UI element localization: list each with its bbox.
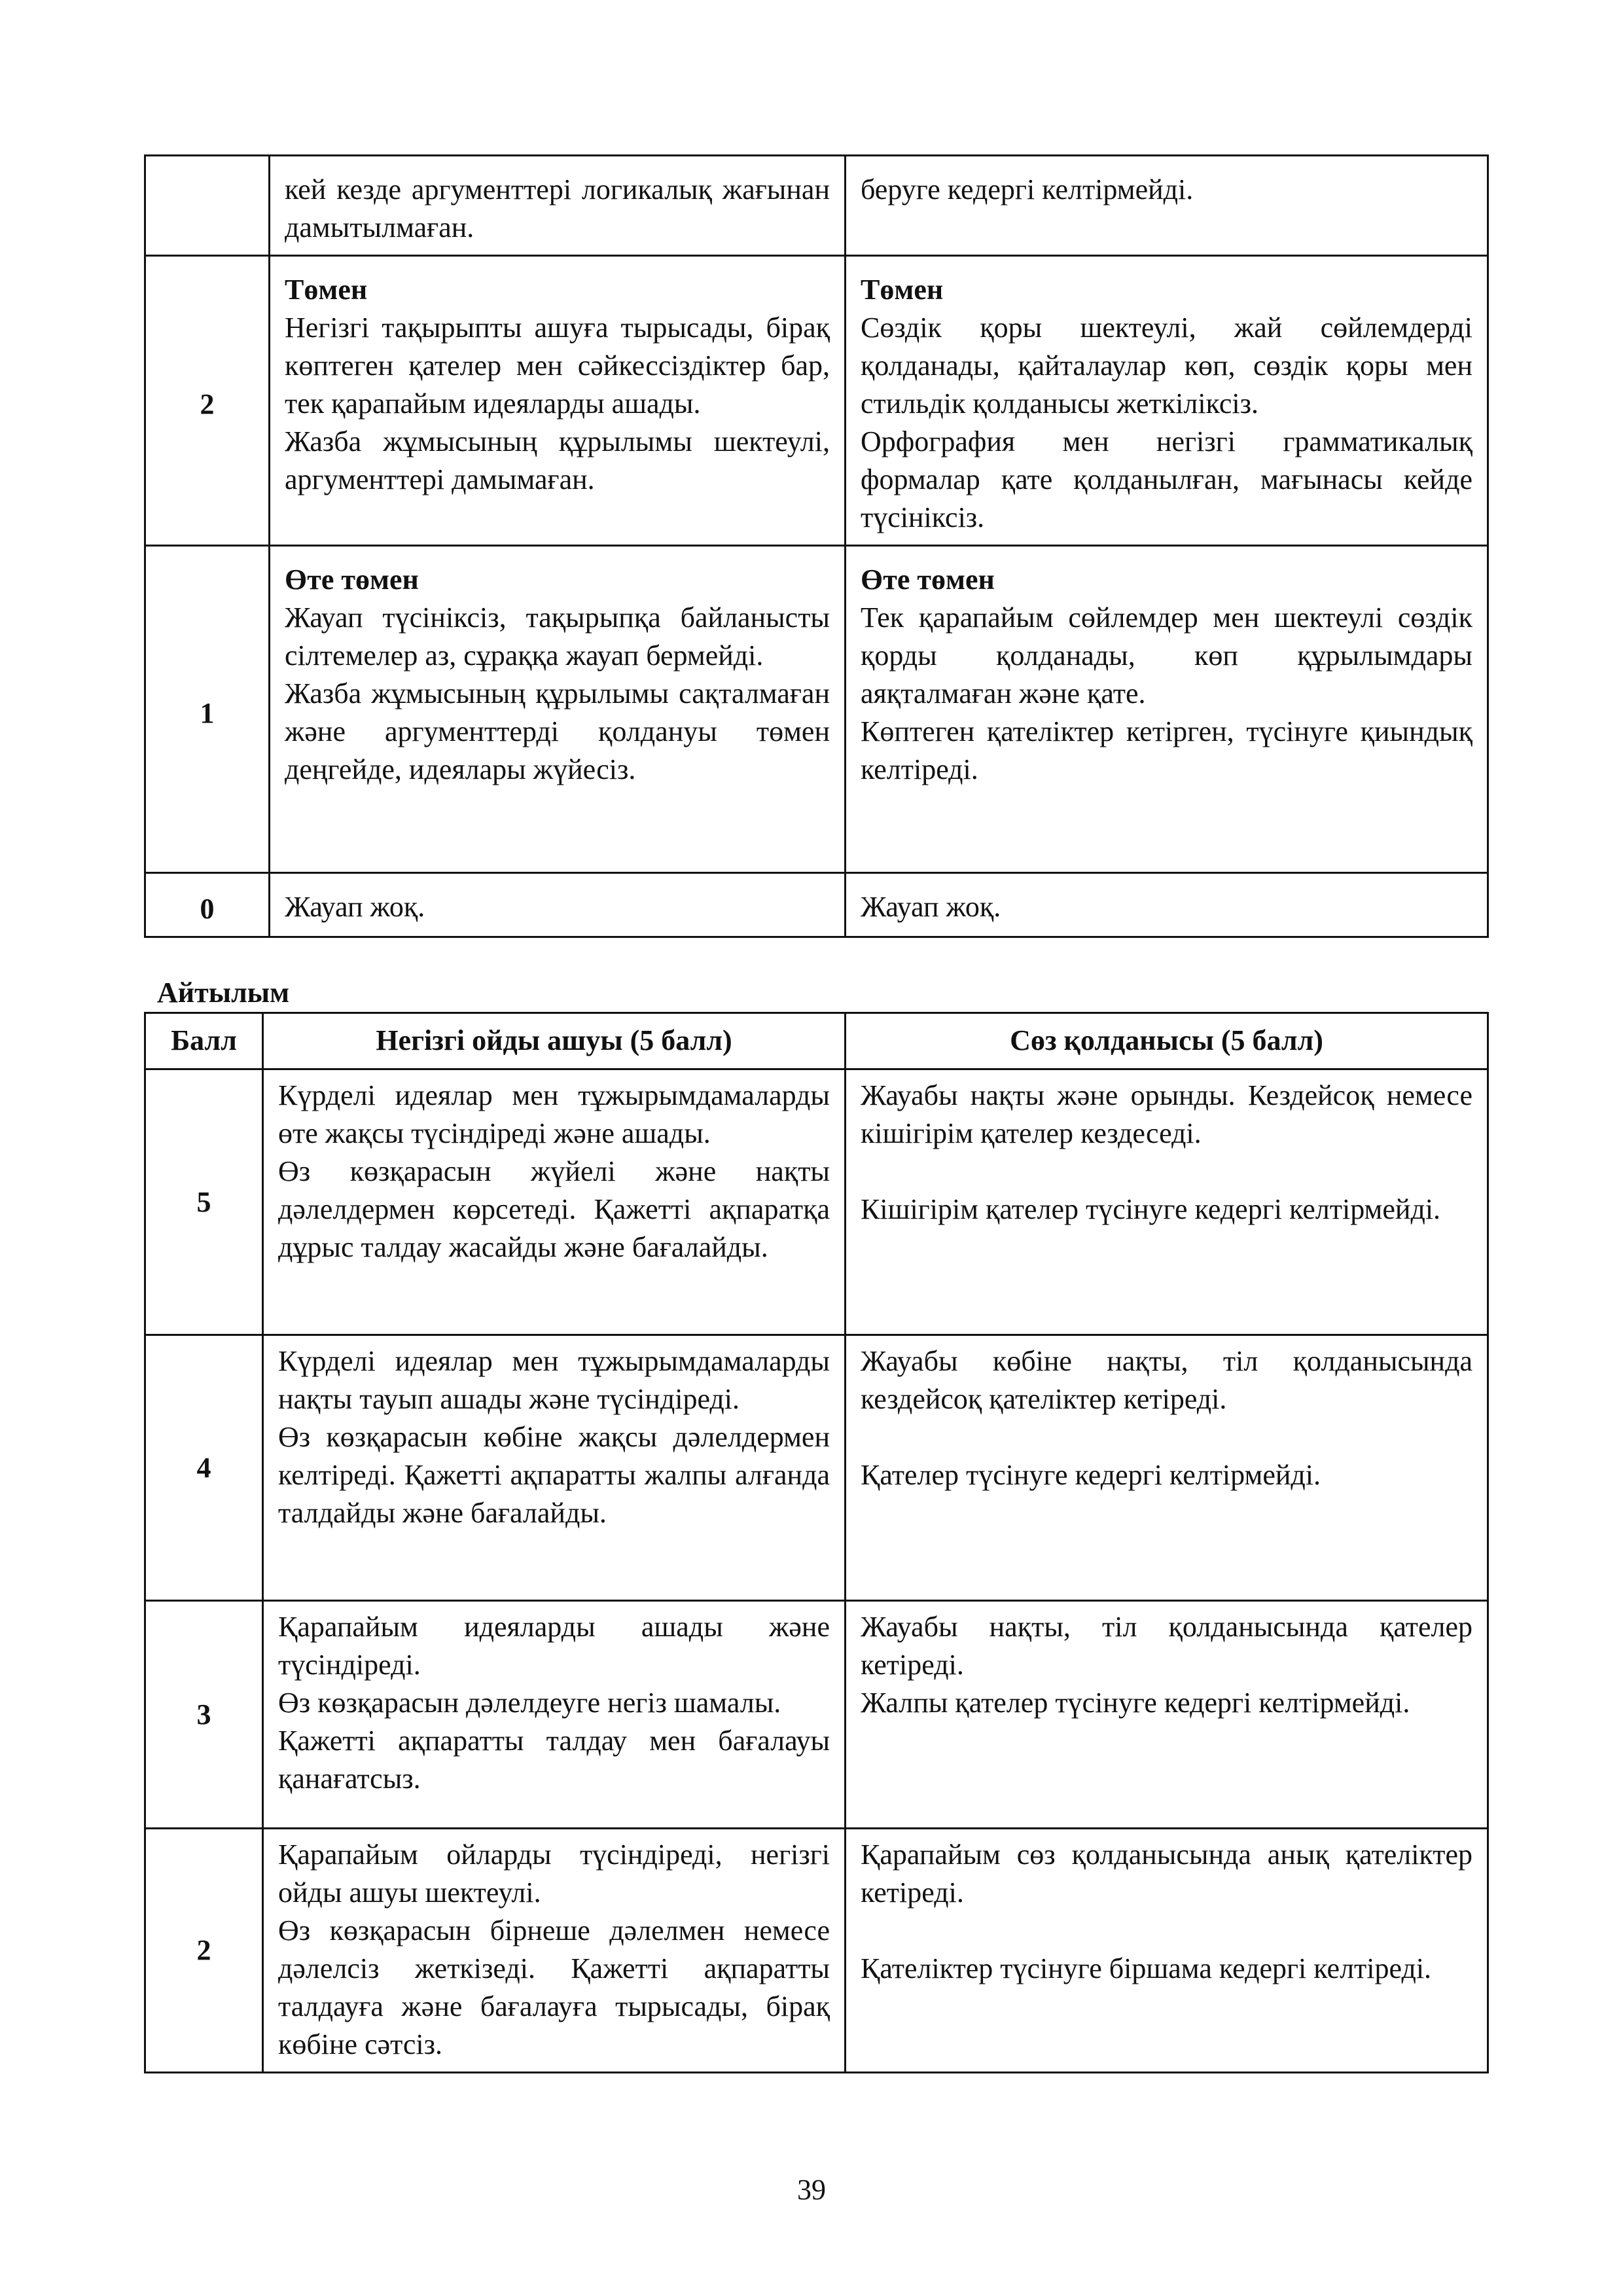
- criterion-text: Күрделі идеялар мен тұжырымдамаларды нақты тауып ашады және түсіндіреді.: [278, 1345, 830, 1415]
- content-cell: [263, 1335, 846, 1601]
- table-row: [145, 156, 1488, 256]
- content-cell: [263, 1601, 846, 1829]
- section-title: Айтылым: [157, 977, 290, 1009]
- header-word-usage: Сөз қолданысы (5 балл): [846, 1013, 1488, 1069]
- criterion-text: Жалпы қателер түсінуге кедергі келтірмейді.: [861, 1687, 1410, 1719]
- criterion-text: Кішігірім қателер түсінуге кедергі келтірмейді.: [861, 1193, 1441, 1225]
- score-cell: [145, 156, 270, 256]
- criterion-text: Өз көзқарасын көбіне жақсы дәлелдермен келтіреді. Қажетті ақпаратты жалпы алғанда талдайды және бағалайды.: [278, 1421, 830, 1529]
- content-cell: [263, 1069, 846, 1335]
- score-cell: 0: [145, 873, 270, 937]
- table-row: [145, 873, 1488, 937]
- level-label: Өте төмен: [285, 564, 419, 596]
- criterion-text: Күрделі идеялар мен тұжырымдамаларды өте жақсы түсіндіреді және ашады.: [278, 1079, 830, 1149]
- criterion-text: Жауабы нақты және орынды. Кездейсоқ немесе кішігірім қателер кездеседі.: [861, 1079, 1472, 1149]
- level-label: Төмен: [285, 274, 368, 306]
- criterion-text: беруге кедергі келтірмейді.: [861, 173, 1194, 206]
- score-cell: 2: [145, 1829, 263, 2073]
- criterion-text: Көптеген қателіктер кетірген, түсінуге қиындық келтіреді.: [861, 715, 1472, 785]
- content-cell: [270, 256, 846, 546]
- table-header-row: [145, 1013, 1488, 1069]
- table-row: [145, 1335, 1488, 1601]
- writing-criteria-table-continued: [144, 154, 1489, 938]
- score-cell: 3: [145, 1601, 263, 1829]
- language-cell: [846, 1069, 1488, 1335]
- criterion-text: Қарапайым идеяларды ашады және түсіндіреді.: [278, 1611, 830, 1681]
- language-cell: [846, 873, 1488, 937]
- page-number: 39: [797, 2174, 826, 2206]
- score-cell: 2: [145, 256, 270, 546]
- criterion-text: Тек қарапайым сөйлемдер мен шектеулі сөздік қорды қолданады, көп құрылымдары аяқталмаған және қате.: [861, 601, 1472, 709]
- criterion-text: Жазба жұмысының құрылымы шектеулі, аргументтері дамымаған.: [285, 425, 830, 495]
- content-cell: [270, 156, 846, 256]
- criterion-text: Негізгі тақырыпты ашуға тырысады, бірақ көптеген қателер мен сәйкессіздіктер бар, тек қарапайым идеяларды ашады.: [285, 312, 830, 420]
- table-row: [145, 546, 1488, 873]
- content-cell: [263, 1829, 846, 2073]
- criterion-text: Жауап түсініксіз, тақырыпқа байланысты сілтемелер аз, сұраққа жауап бермейді.: [285, 601, 830, 672]
- criterion-text: кей кезде аргументтері логикалық жағынан дамытылмаған.: [285, 173, 830, 243]
- criterion-text: Өз көзқарасын жүйелі және нақты дәлелдермен көрсетеді. Қажетті ақпаратқа дұрыс талдау жасайды және бағалайды.: [278, 1155, 830, 1263]
- criterion-text: Жауабы нақты, тіл қолданысында қателер кетіреді.: [861, 1611, 1472, 1681]
- score-cell: 4: [145, 1335, 263, 1601]
- criterion-text: Жауабы көбіне нақты, тіл қолданысында кездейсоқ қателіктер кетіреді.: [861, 1345, 1472, 1415]
- header-main-idea: Негізгі ойды ашуы (5 балл): [263, 1013, 846, 1069]
- criterion-text: Қарапайым сөз қолданысында анық қателіктер кетіреді.: [861, 1839, 1472, 1909]
- criterion-text: Жазба жұмысының құрылымы сақталмаған және аргументтерді қолдануы төмен деңгейде, идеялары жүйесіз.: [285, 677, 830, 785]
- criterion-text: Қажетті ақпаратты талдау мен бағалауы қанағатсыз.: [278, 1725, 830, 1795]
- criterion-text: Жауап жоқ.: [285, 891, 425, 923]
- header-score: Балл: [145, 1013, 263, 1069]
- language-cell: [846, 1829, 1488, 2073]
- language-cell: [846, 256, 1488, 546]
- speaking-criteria-table: [144, 1012, 1489, 2073]
- language-cell: [846, 156, 1488, 256]
- criterion-text: Сөздік қоры шектеулі, жай сөйлемдерді қолданады, қайталаулар көп, сөздік қоры мен стильдік қолданысы жеткіліксіз.: [861, 312, 1472, 420]
- language-cell: [846, 1601, 1488, 1829]
- criterion-text: Қателер түсінуге кедергі келтірмейді.: [861, 1459, 1321, 1491]
- table-row: [145, 1829, 1488, 2073]
- score-cell: 1: [145, 546, 270, 873]
- table-row: [145, 1601, 1488, 1829]
- criterion-text: Жауап жоқ.: [861, 891, 1001, 923]
- criterion-text: Өз көзқарасын дәлелдеуге негіз шамалы.: [278, 1687, 781, 1719]
- content-cell: [270, 546, 846, 873]
- level-label: Өте төмен: [861, 564, 995, 596]
- criterion-text: Орфография мен негізгі грамматикалық формалар қате қолданылған, мағынасы кейде түсініксіз.: [861, 425, 1472, 533]
- score-cell: 5: [145, 1069, 263, 1335]
- language-cell: [846, 546, 1488, 873]
- criterion-text: Қарапайым ойларды түсіндіреді, негізгі ойды ашуы шектеулі.: [278, 1839, 830, 1909]
- criterion-text: Қателіктер түсінуге біршама кедергі келтіреді.: [861, 1952, 1432, 1984]
- level-label: Төмен: [861, 274, 944, 306]
- criterion-text: Өз көзқарасын бірнеше дәлелмен немесе дәлелсіз жеткізеді. Қажетті ақпаратты талдауға және бағалауға тырысады, бірақ көбіне сәтсіз.: [278, 1914, 830, 2060]
- table-row: [145, 256, 1488, 546]
- language-cell: [846, 1335, 1488, 1601]
- table-row: [145, 1069, 1488, 1335]
- content-cell: [270, 873, 846, 937]
